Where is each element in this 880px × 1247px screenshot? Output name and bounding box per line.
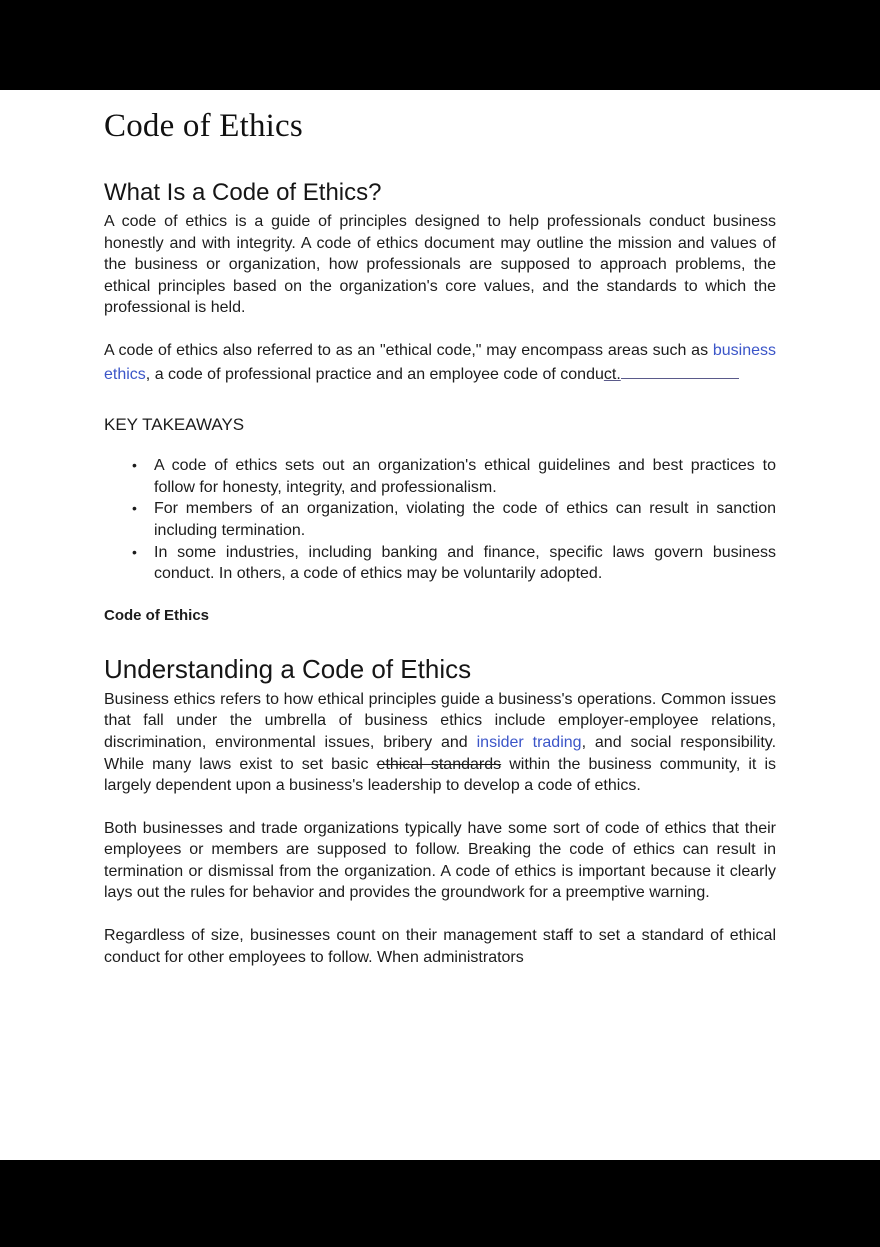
bullet-list: [104, 455, 776, 585]
paragraph-trade-organizations: Both businesses and trade organizations typically have some sort of code of ethics that their employees or members are supposed to follow. Breaking the code of ethics can result in termination or dismissal from the organization. A code of ethics is important because it clearly lays out the rules for behavior and provides the groundwork for a preemptive warning.: [104, 819, 776, 902]
paragraph-ethical-code: [104, 340, 776, 385]
section-heading-what-is: What Is a Code of Ethics?: [104, 179, 382, 206]
paragraph-business-ethics: [104, 689, 776, 797]
text-run: , and social responsibility. While many laws exist to set basic: [104, 733, 777, 773]
document-title: Code of Ethics: [104, 108, 303, 144]
paragraph-management-staff: Regardless of size, businesses count on their management staff to set a standard of ethical conduct for other employees to follow. When administrators: [104, 927, 776, 966]
underline-blank: [621, 362, 739, 379]
key-takeaways-heading: KEY TAKEAWAYS: [104, 415, 245, 435]
text-run: , a code of professional practice and an employee code of condu: [145, 365, 604, 383]
text-run: Business ethics refers to how ethical principles guide a business's operations. Common issues that fall under the umbrella of business ethics include employer-employee relations, discrimination, environmental issues, bribery and: [104, 690, 776, 751]
text-run: A code of ethics also referred to as an "ethical code," may encompass areas such as: [104, 341, 713, 359]
bullet-item: • A code of ethics sets out an organization's ethical guidelines and best practices to follow for honesty, integrity, and professionalism.: [132, 455, 776, 498]
image-caption: Code of Ethics: [104, 606, 210, 624]
hyperlink[interactable]: business ethics: [104, 341, 776, 383]
text-run: within the business community, it is largely dependent upon a business's leadership to develop a code of ethics.: [104, 755, 776, 795]
hyperlink[interactable]: insider trading: [476, 733, 582, 751]
bullet-item: • In some industries, including banking and finance, specific laws govern business conduct. In others, a code of ethics may be voluntarily adopted.: [132, 542, 776, 585]
paragraph-definition: A code of ethics is a guide of principles designed to help professionals conduct business honestly and with integrity. A code of ethics document may outline the mission and values of the business or organization, how professionals are supposed to approach problems, the ethical principles based on the organization's core values, and the standards to which the professional is held.: [104, 213, 776, 317]
bullet-item: • For members of an organization, violating the code of ethics can result in sanction including termination.: [132, 498, 776, 541]
strikethrough-text: ethical standards: [376, 755, 502, 773]
underlined-text: ct.: [603, 365, 621, 383]
document-page: [0, 90, 880, 1160]
section-heading-understanding: Understanding a Code of Ethics: [104, 653, 472, 684]
